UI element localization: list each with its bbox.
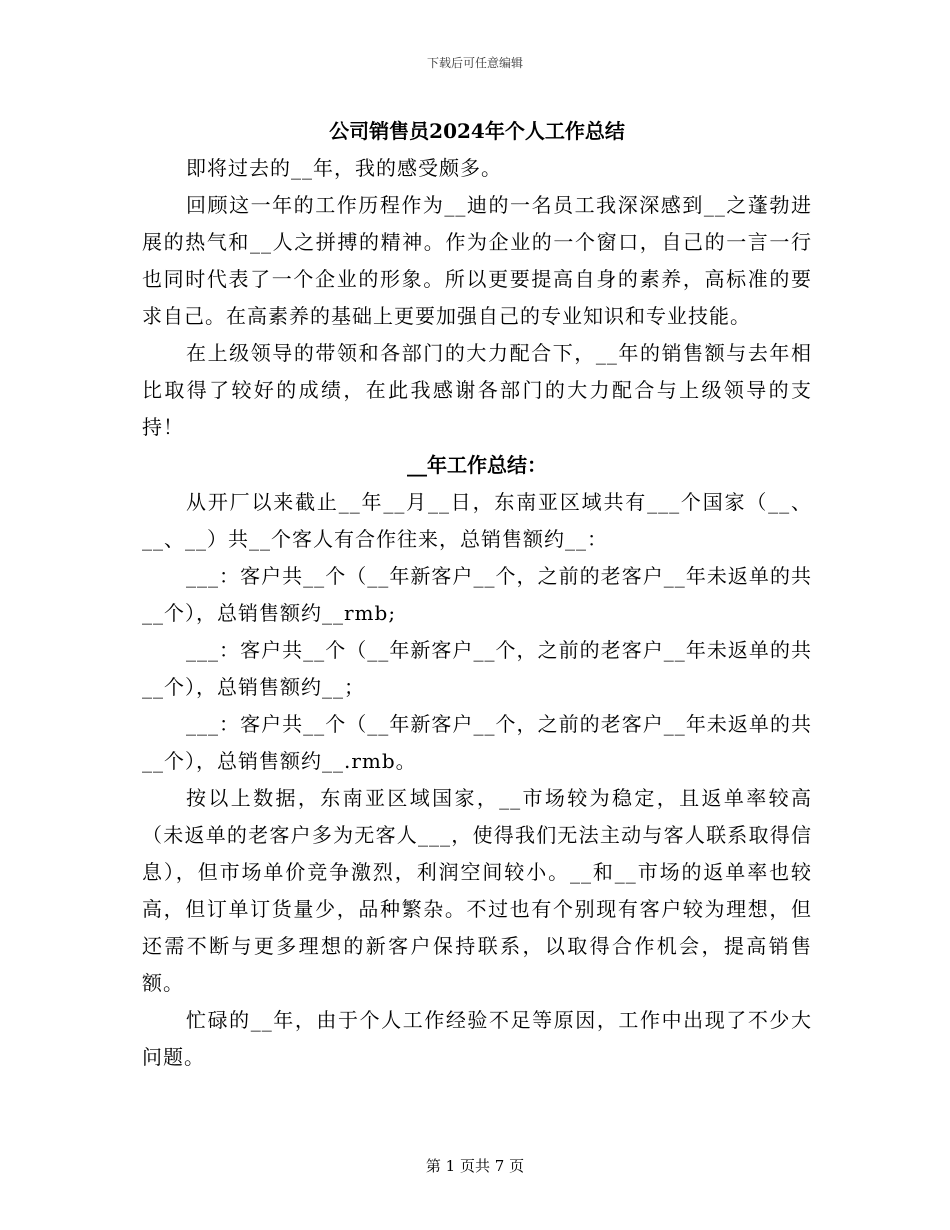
- paragraph-market-2: ___：客户共__个（__年新客户__个，之前的老客户__年未返单的共__个），总销售额约__；: [142, 638, 812, 699]
- header-note: 下载后可任意编辑: [426, 56, 523, 70]
- paragraph-problems: 忙碌的__年，由于个人工作经验不足等原因，工作中出现了不少大问题。: [142, 1008, 812, 1069]
- document-title: 公司销售员2024年个人工作总结: [329, 119, 625, 143]
- section-heading: __年工作总结：: [407, 453, 547, 477]
- document-body: [142, 112, 812, 1076]
- paragraph-review: 回顾这一年的工作历程作为__迪的一名员工我深深感到__之蓬勃进展的热气和__人之拼搏的精神。作为企业的一个窗口，自己的一言一行也同时代表了一个企业的形象。所以更要提高自身的素养，高标准的要求自己。在高素养的基础上更要加强自己的专业知识和专业技能。: [142, 193, 812, 328]
- paragraph-market-3: ___：客户共__个（__年新客户__个，之前的老客户__年未返单的共__个），总销售额约__.rmb。: [142, 712, 812, 773]
- paragraph-summary: 从开厂以来截止__年__月__日，东南亚区域共有___个国家（__、__、__）共__个客人有合作往来，总销售额约__：: [142, 490, 812, 551]
- page-footer: 第 1 页共 7 页: [425, 1157, 525, 1175]
- paragraph-thanks: 在上级领导的带领和各部门的大力配合下，__年的销售额与去年相比取得了较好的成绩，在此我感谢各部门的大力配合与上级领导的支持！: [142, 341, 812, 439]
- paragraph-market-1: ___：客户共__个（__年新客户__个，之前的老客户__年未返单的共__个），总销售额约__rmb;: [142, 564, 812, 625]
- paragraph-analysis: 按以上数据，东南亚区域国家，__市场较为稳定，且返单率较高（未返单的老客户多为无客人___，使得我们无法主动与客人联系取得信息），但市场单价竞争激烈，利润空间较小。__和__市场的返单率也较高，但订单订货量少，品种繁杂。不过也有个别现有客户较为理想，但还需不断与更多理想的新客户保持联系，以取得合作机会，提高销售额。: [142, 786, 812, 995]
- paragraph-intro: 即将过去的__年，我的感受颇多。: [186, 156, 502, 180]
